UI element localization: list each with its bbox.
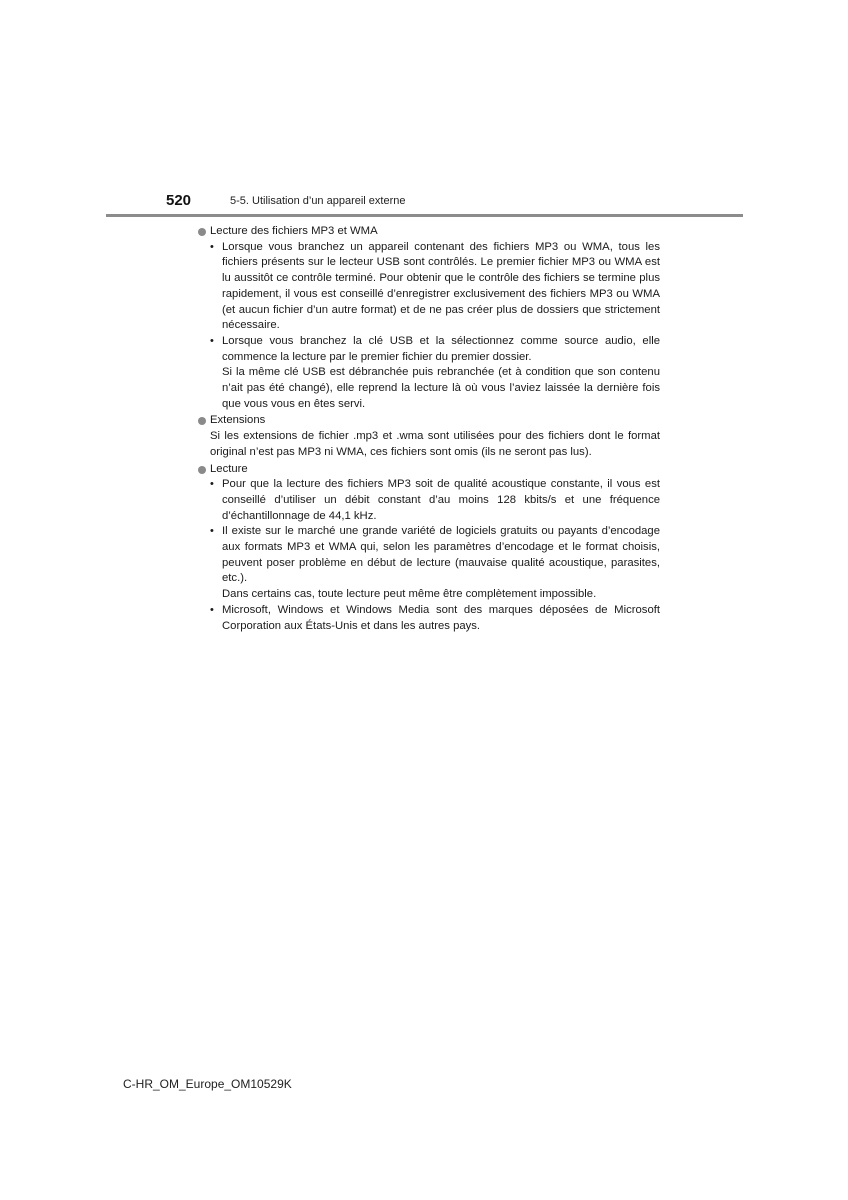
topic-heading-row [198,462,660,478]
bullet-list [198,477,660,634]
topic-heading-row [198,224,660,240]
list-item-text: Il existe sur le marché une grande variété de logiciels gratuits ou payants d’encodage aux formats MP3 et WMA qui, selon les paramètres d’encodage et le format choisis, peuvent poser problème en début de lecture (mauvaise qualité acoustique, parasites, etc.). [222,525,660,585]
document-code: C-HR_OM_Europe_OM10529K [123,1077,292,1091]
bullet-mark: • [210,525,214,538]
bullet-mark: • [210,334,214,347]
list-item [198,334,660,413]
page-header [0,190,848,220]
topic-mp3-wma-playback [198,224,660,412]
topic-heading: Lecture des fichiers MP3 et WMA [210,225,378,237]
topic-lecture [198,462,660,635]
topic-heading-row [198,413,660,429]
topic-bullet-icon [198,466,206,474]
topic-extensions [198,413,660,460]
list-item-text: Microsoft, Windows et Windows Media sont des marques déposées de Microsoft Corporation aux États-Unis et dans les autres pays. [222,603,660,632]
section-title: 5-5. Utilisation d’un appareil externe [230,195,406,207]
bullet-mark: • [210,478,214,491]
list-item-text: Lorsque vous branchez la clé USB et la sélectionnez comme source audio, elle commence la lecture par le premier fichier du premier dossier. [222,334,660,363]
list-item-text: Pour que la lecture des fichiers MP3 soit de qualité acoustique constante, il vous est conseillé d’utiliser un débit constant d’au moins 128 kbits/s et une fréquence d’échantillonnage de 44,1 kHz. [222,478,660,522]
list-item-continuation: Si la même clé USB est débranchée puis rebranchée (et à condition que son contenu n’ait pas été changé), elle reprend la lecture là où vous l’aviez laissée la dernière fois que vous vous en êtes servi. [222,366,660,410]
bullet-mark: • [210,603,214,616]
bullet-list [198,240,660,413]
list-item [198,477,660,524]
topic-bullet-icon [198,417,206,425]
bullet-mark: • [210,240,214,253]
header-rule [106,214,743,217]
list-item [198,240,660,334]
list-item [198,603,660,634]
topic-heading: Lecture [210,462,248,475]
topic-body-text: Si les extensions de fichier .mp3 et .wma sont utilisées pour des fichiers dont le format original n’est pas MP3 ni WMA, ces fichiers sont omis (ils ne seront pas lus). [210,430,660,458]
page-content [198,224,660,634]
list-item-text: Lorsque vous branchez un appareil contenant des fichiers MP3 ou WMA, tous les fichiers présents sur le lecteur USB sont contrôlés. Le premier fichier MP3 ou WMA est lu aussitôt ce contrôle terminé. Pour obtenir que le contrôle des fichiers se termine plus rapidement, il vous est conseillé d’enregistrer exclusivement des fichiers MP3 ou WMA (et aucun fichier d’un autre format) et de ne pas créer plus de dossiers que strictement nécessaire. [222,240,660,332]
list-item-continuation: Dans certains cas, toute lecture peut même être complètement impossible. [222,588,597,601]
topic-bullet-icon [198,228,206,236]
page-number: 520 [166,192,192,209]
list-item [198,524,660,603]
topic-heading: Extensions [210,414,266,427]
